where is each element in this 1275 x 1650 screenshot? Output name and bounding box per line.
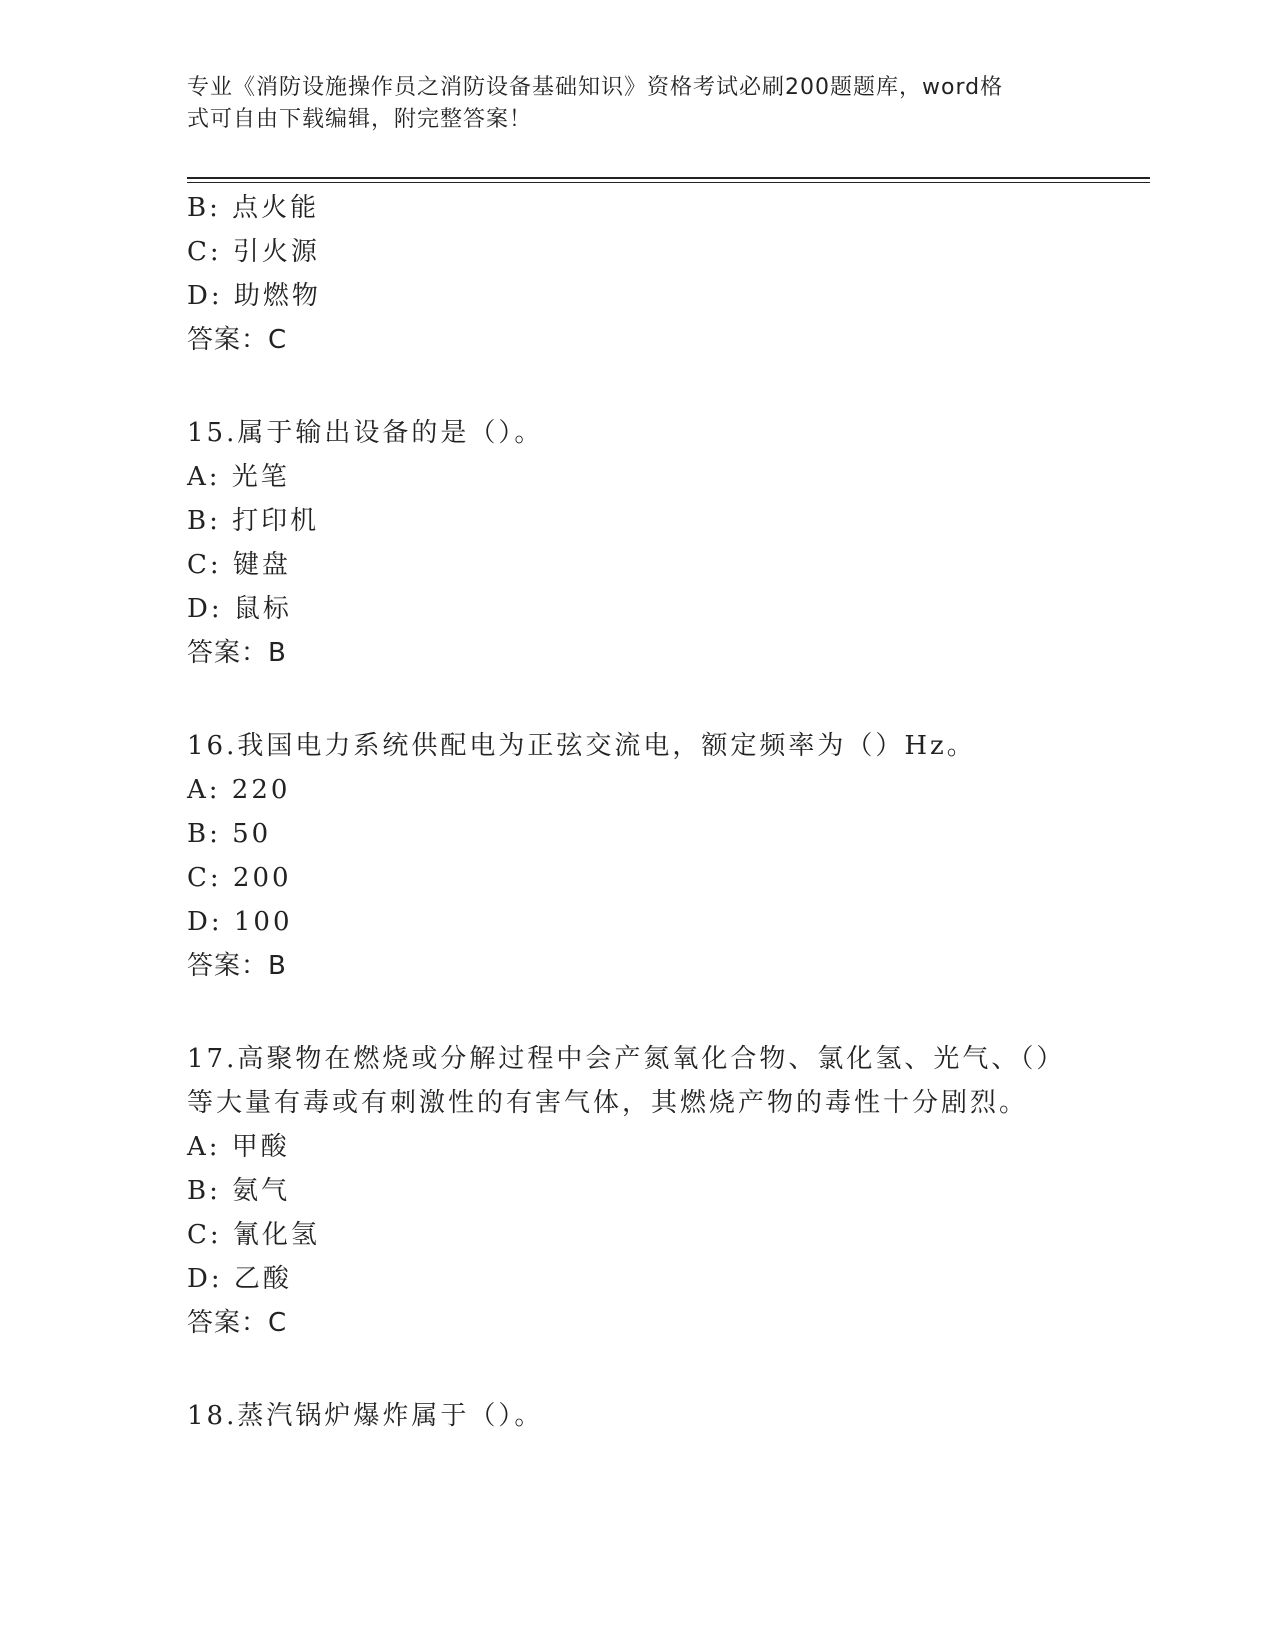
q16-option-c: C: 200 [187,863,292,893]
q17-option-a: A: 甲酸 [187,1132,290,1162]
q16-question: 16.我国电力系统供配电为正弦交流电，额定频率为（）Hz。 [187,731,976,761]
q17-option-b: B: 氨气 [187,1176,291,1206]
q17-question-line-2: 等大量有毒或有刺激性的有害气体，其燃烧产物的毒性十分剧烈。 [187,1088,1029,1118]
document-header [187,72,1067,136]
header-rule-thin [187,182,1150,183]
q14-answer: 答案：C [187,325,288,355]
q15-option-b: B: 打印机 [187,506,320,536]
q15-option-a: A: 光笔 [187,462,290,492]
q17-option-c: C: 氰化氢 [187,1220,320,1250]
header-rule-thick [187,177,1150,179]
header-line-1: 专业《消防设施操作员之消防设备基础知识》资格考试必刷200题题库，word格 [187,75,1004,100]
q15-answer: 答案：B [187,638,287,668]
q16-option-a: A: 220 [187,775,291,805]
q15-option-d: D: 鼠标 [187,594,292,624]
q15-option-c: C: 键盘 [187,550,291,580]
q17-option-d: D: 乙酸 [187,1264,292,1294]
q16-option-d: D: 100 [187,907,293,937]
q17-question-line-1: 17.高聚物在燃烧或分解过程中会产氮氧化合物、氯化氢、光气、（） [187,1044,1066,1074]
q16-option-b: B: 50 [187,819,272,849]
q17-answer: 答案：C [187,1308,288,1338]
q16-answer: 答案：B [187,951,287,981]
q15-question: 15.属于输出设备的是（）。 [187,418,544,448]
q14-option-c: C: 引火源 [187,237,320,267]
header-line-2: 式可自由下载编辑，附完整答案！ [187,107,533,132]
q14-option-d: D: 助燃物 [187,281,321,311]
q14-option-b: B: 点火能 [187,193,320,223]
q18-question: 18.蒸汽锅炉爆炸属于（）。 [187,1401,544,1431]
